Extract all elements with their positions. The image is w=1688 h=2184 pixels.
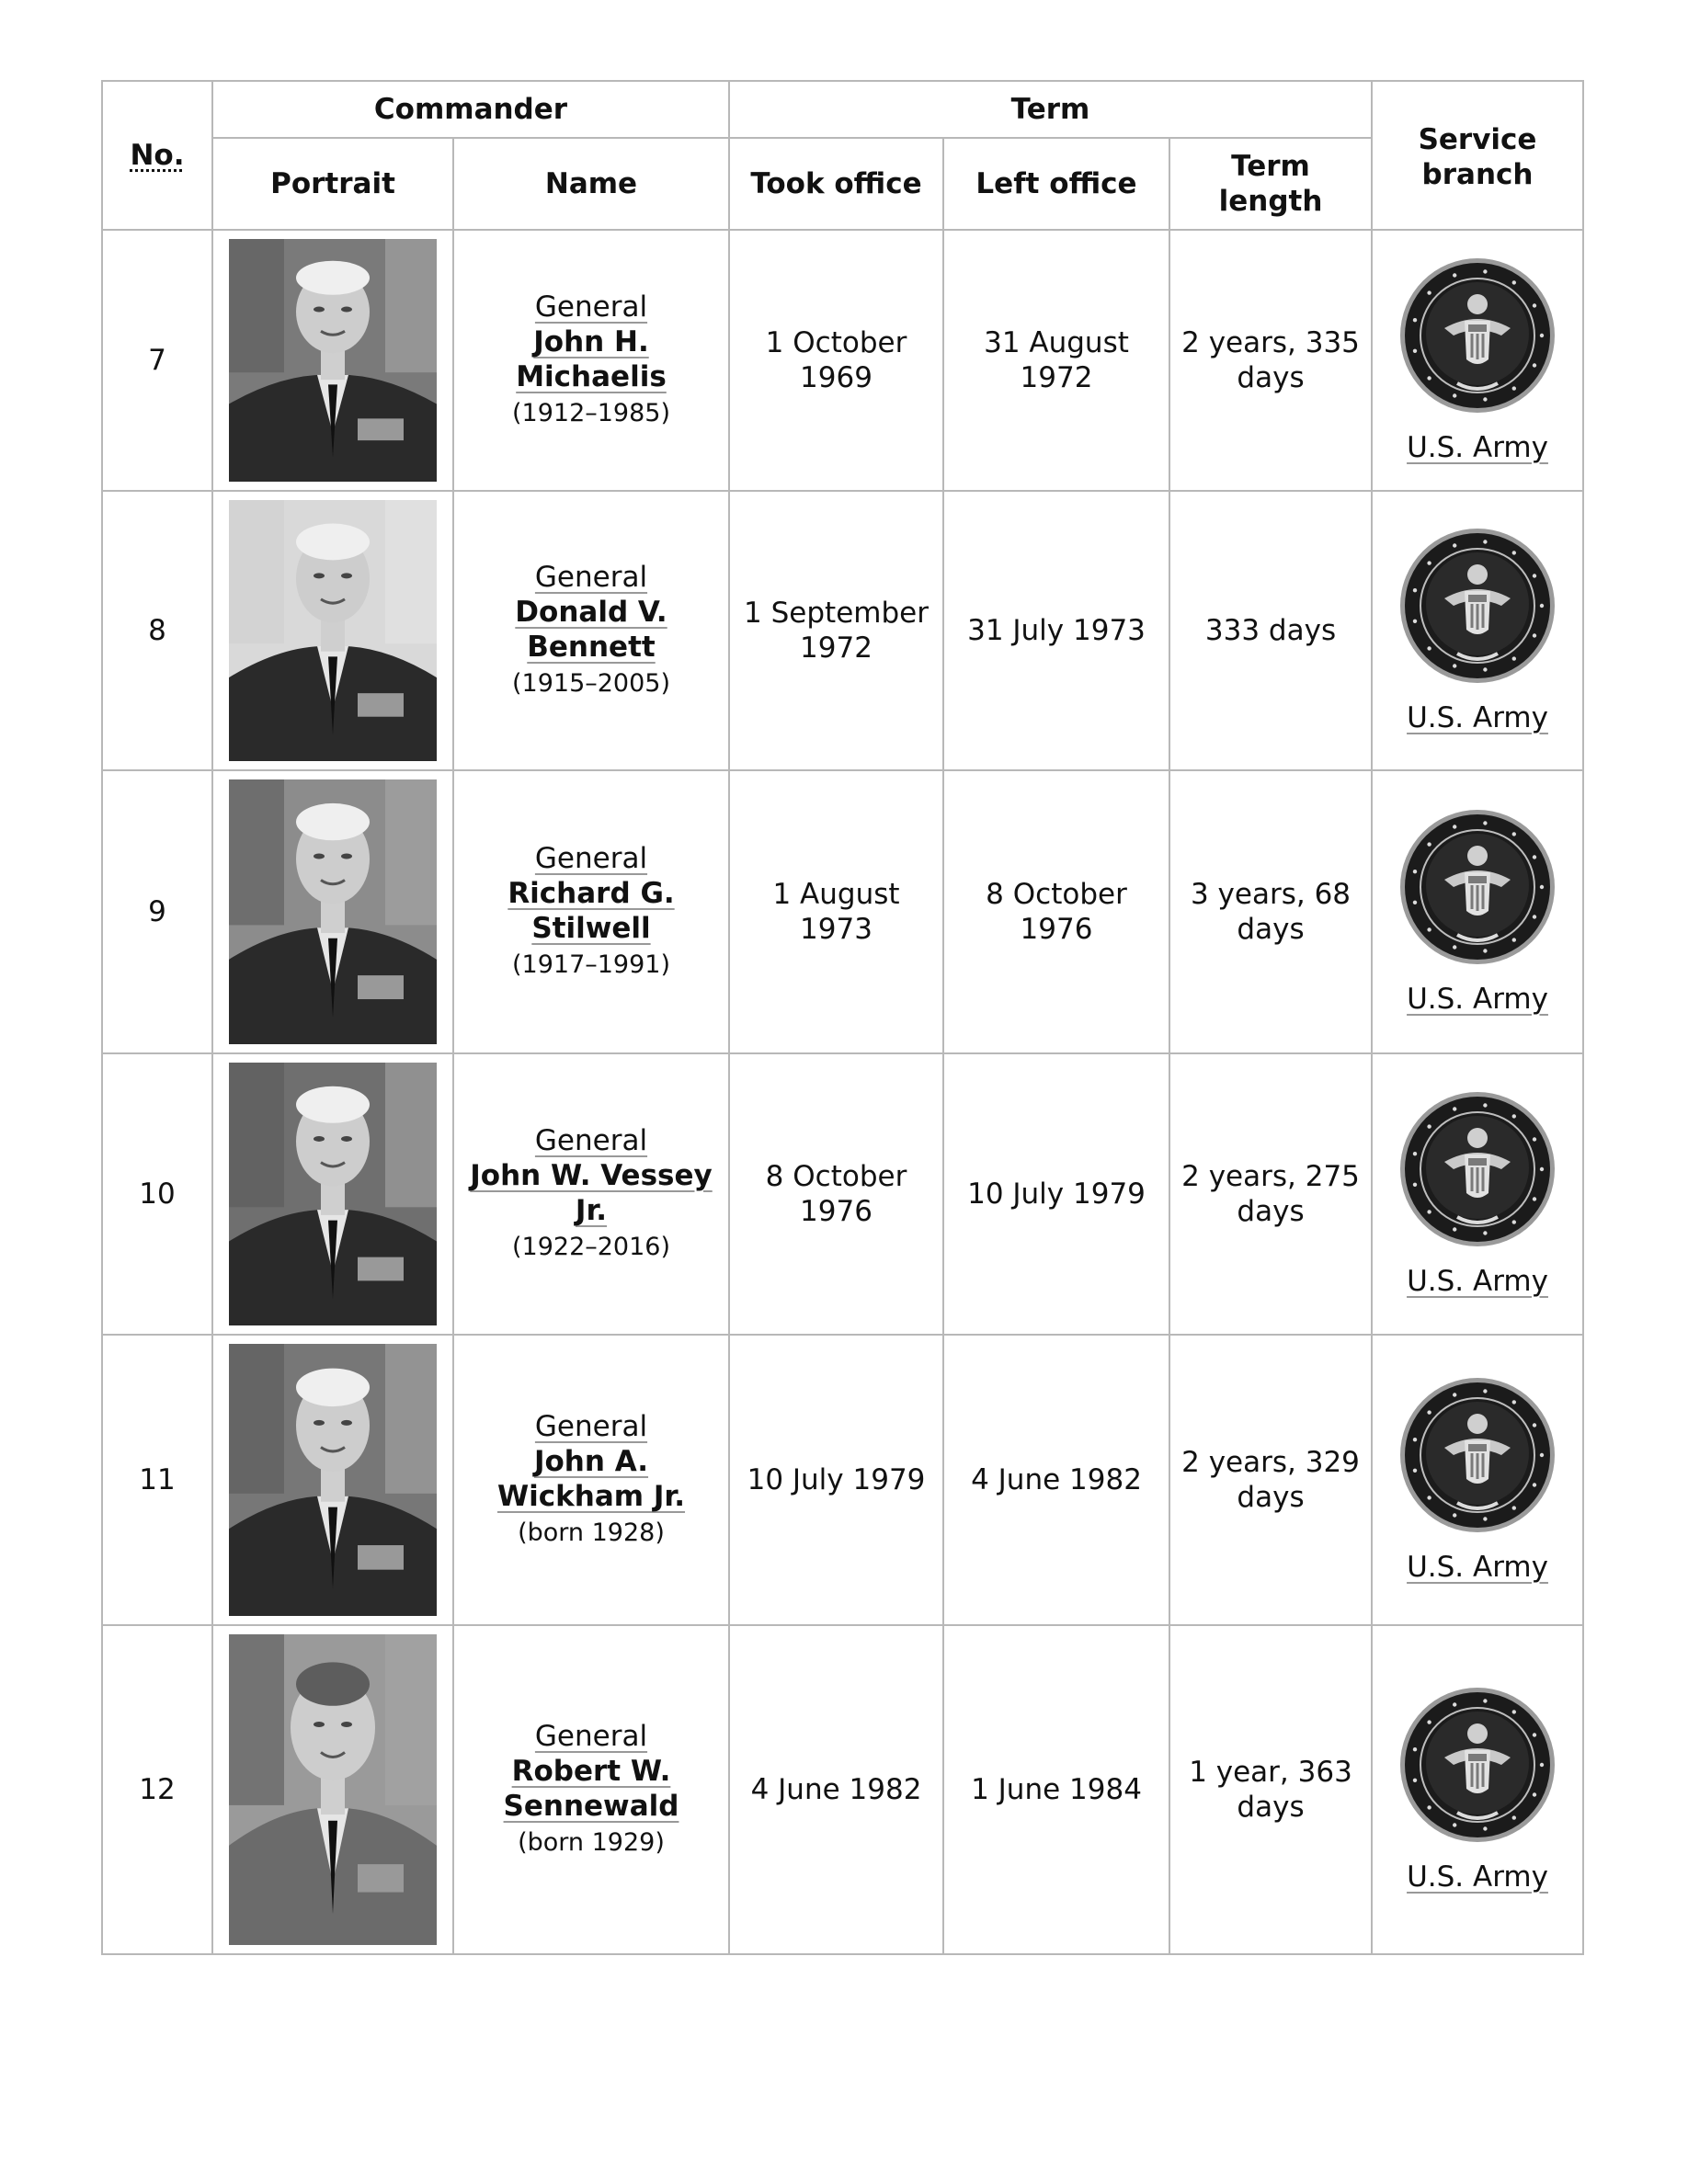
row-number: 7 bbox=[102, 230, 212, 491]
term-length-cell: 2 years, 275 days bbox=[1169, 1053, 1372, 1335]
row-number: 12 bbox=[102, 1625, 212, 1954]
term-length-cell: 1 year, 363 days bbox=[1169, 1625, 1372, 1954]
left-office-cell: 8 October 1976 bbox=[943, 770, 1169, 1053]
left-office-cell: 4 June 1982 bbox=[943, 1335, 1169, 1625]
commander-name-link[interactable]: Robert W. Sennewald bbox=[503, 1755, 679, 1823]
row-number: 11 bbox=[102, 1335, 212, 1625]
commander-name-cell bbox=[453, 770, 729, 1053]
rank-link[interactable]: General bbox=[534, 1124, 648, 1157]
rank-link[interactable]: General bbox=[534, 561, 648, 594]
commander-name-link[interactable]: John W. Vessey Jr. bbox=[470, 1159, 713, 1227]
row-number: 9 bbox=[102, 770, 212, 1053]
header-no[interactable]: No. bbox=[102, 81, 212, 230]
portrait-cell bbox=[212, 491, 453, 770]
header-name: Name bbox=[453, 138, 729, 230]
life-dates: (1922–2016) bbox=[512, 1233, 670, 1261]
term-length-cell: 333 days bbox=[1169, 491, 1372, 770]
left-office-cell: 31 July 1973 bbox=[943, 491, 1169, 770]
took-office-cell: 1 September 1972 bbox=[729, 491, 943, 770]
row-number: 8 bbox=[102, 491, 212, 770]
header-portrait: Portrait bbox=[212, 138, 453, 230]
life-dates: (born 1928) bbox=[518, 1519, 665, 1547]
portrait-photo[interactable] bbox=[229, 779, 437, 1044]
branch-link[interactable]: U.S. Army bbox=[1407, 700, 1548, 734]
portrait-cell bbox=[212, 770, 453, 1053]
row-number: 10 bbox=[102, 1053, 212, 1335]
us-army-seal-icon[interactable] bbox=[1398, 527, 1557, 700]
rank-link[interactable]: General bbox=[534, 842, 648, 875]
took-office-cell: 8 October 1976 bbox=[729, 1053, 943, 1335]
rank-link[interactable]: General bbox=[534, 1410, 648, 1443]
service-branch-cell bbox=[1372, 1335, 1583, 1625]
commander-name-cell bbox=[453, 230, 729, 491]
left-office-cell: 1 June 1984 bbox=[943, 1625, 1169, 1954]
term-length-cell: 3 years, 68 days bbox=[1169, 770, 1372, 1053]
portrait-cell bbox=[212, 1625, 453, 1954]
term-length-cell: 2 years, 335 days bbox=[1169, 230, 1372, 491]
branch-link[interactable]: U.S. Army bbox=[1407, 430, 1548, 464]
table-row bbox=[102, 1053, 1583, 1335]
service-branch-cell bbox=[1372, 230, 1583, 491]
us-army-seal-icon[interactable] bbox=[1398, 808, 1557, 982]
rank-link[interactable]: General bbox=[534, 290, 648, 324]
commander-name-link[interactable]: Donald V. Bennett bbox=[515, 596, 667, 664]
life-dates: (1915–2005) bbox=[512, 669, 670, 698]
header-commander: Commander bbox=[212, 81, 729, 138]
term-length-cell: 2 years, 329 days bbox=[1169, 1335, 1372, 1625]
life-dates: (born 1929) bbox=[518, 1828, 665, 1857]
commanders-table bbox=[101, 80, 1584, 1955]
commander-name-link[interactable]: John A. Wickham Jr. bbox=[496, 1445, 686, 1513]
branch-link[interactable]: U.S. Army bbox=[1407, 1860, 1548, 1894]
commander-name-cell bbox=[453, 1335, 729, 1625]
service-branch-cell bbox=[1372, 1053, 1583, 1335]
portrait-cell bbox=[212, 230, 453, 491]
took-office-cell: 10 July 1979 bbox=[729, 1335, 943, 1625]
header-term-length: Term length bbox=[1169, 138, 1372, 230]
table-row bbox=[102, 491, 1583, 770]
branch-link[interactable]: U.S. Army bbox=[1407, 1550, 1548, 1584]
portrait-photo[interactable] bbox=[229, 1634, 437, 1945]
commander-name-link[interactable]: John H. Michaelis bbox=[516, 325, 667, 393]
us-army-seal-icon[interactable] bbox=[1398, 1686, 1557, 1860]
header-term: Term bbox=[729, 81, 1372, 138]
portrait-photo[interactable] bbox=[229, 1344, 437, 1616]
us-army-seal-icon[interactable] bbox=[1398, 256, 1557, 430]
portrait-photo[interactable] bbox=[229, 239, 437, 482]
commander-name-cell bbox=[453, 1053, 729, 1335]
table-row bbox=[102, 1335, 1583, 1625]
took-office-cell: 1 August 1973 bbox=[729, 770, 943, 1053]
table-row bbox=[102, 230, 1583, 491]
service-branch-cell bbox=[1372, 491, 1583, 770]
life-dates: (1917–1991) bbox=[512, 950, 670, 979]
header-took-office: Took office bbox=[729, 138, 943, 230]
branch-link[interactable]: U.S. Army bbox=[1407, 1264, 1548, 1298]
left-office-cell: 10 July 1979 bbox=[943, 1053, 1169, 1335]
rank-link[interactable]: General bbox=[534, 1720, 648, 1753]
portrait-cell bbox=[212, 1053, 453, 1335]
portrait-photo[interactable] bbox=[229, 500, 437, 761]
left-office-cell: 31 August 1972 bbox=[943, 230, 1169, 491]
commander-name-cell bbox=[453, 491, 729, 770]
table-row bbox=[102, 1625, 1583, 1954]
life-dates: (1912–1985) bbox=[512, 399, 670, 427]
portrait-photo[interactable] bbox=[229, 1063, 437, 1325]
header-service-branch: Service branch bbox=[1372, 81, 1583, 230]
portrait-cell bbox=[212, 1335, 453, 1625]
us-army-seal-icon[interactable] bbox=[1398, 1090, 1557, 1264]
commander-name-link[interactable]: Richard G. Stilwell bbox=[508, 877, 675, 945]
table-row bbox=[102, 770, 1583, 1053]
us-army-seal-icon[interactable] bbox=[1398, 1376, 1557, 1550]
header-left-office: Left office bbox=[943, 138, 1169, 230]
commander-name-cell bbox=[453, 1625, 729, 1954]
branch-link[interactable]: U.S. Army bbox=[1407, 982, 1548, 1016]
took-office-cell: 4 June 1982 bbox=[729, 1625, 943, 1954]
service-branch-cell bbox=[1372, 1625, 1583, 1954]
service-branch-cell bbox=[1372, 770, 1583, 1053]
took-office-cell: 1 October 1969 bbox=[729, 230, 943, 491]
